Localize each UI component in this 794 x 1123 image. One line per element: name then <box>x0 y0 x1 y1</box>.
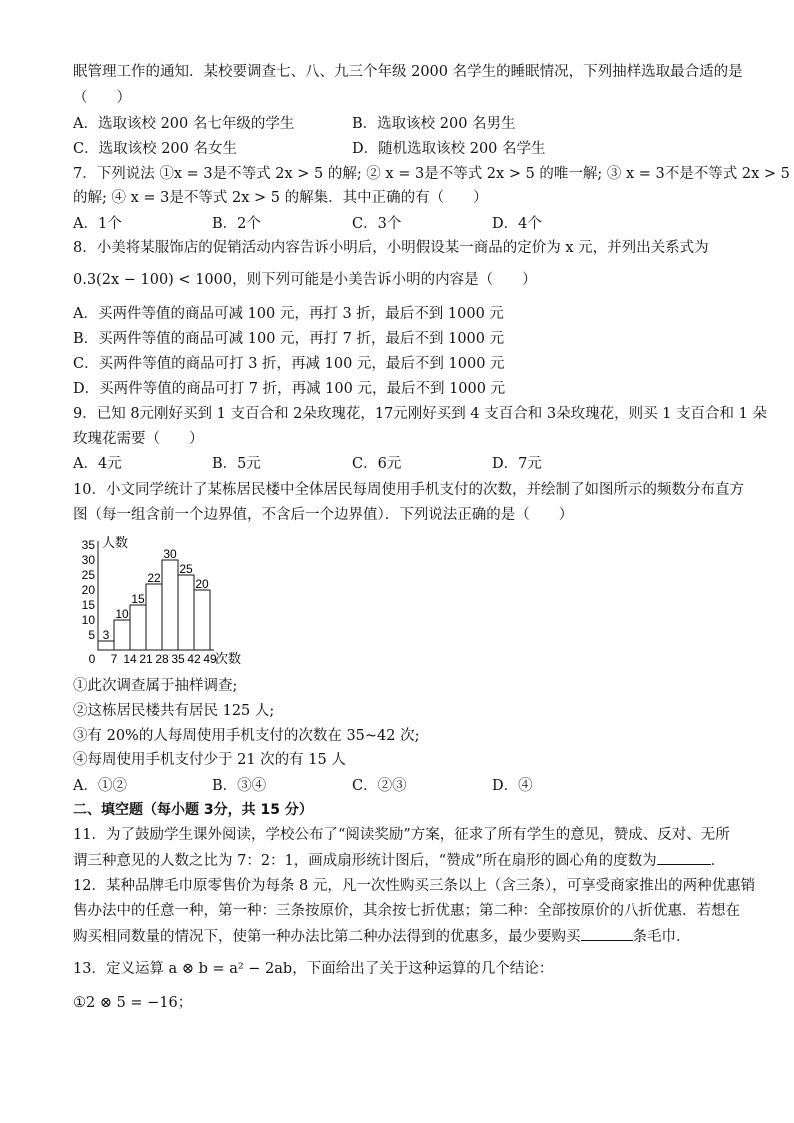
y-tick-label: 25 <box>81 568 95 582</box>
q10-statement-4: ④每周使用手机支付少于 21 次的有 15 人 <box>73 752 346 768</box>
q8-option-c: C．买两件等值的商品可打 3 折，再减 100 元，最后不到 1000 元 <box>73 356 505 372</box>
q12-line-3-end: 条毛巾． <box>632 929 691 945</box>
q7-option-d: D．4个 <box>492 216 542 232</box>
x-tick-label: 49 <box>203 652 217 666</box>
y-tick-label: 30 <box>81 553 95 567</box>
bar-value-label: 15 <box>131 592 145 606</box>
q11-line-2-text: 谓三种意见的人数之比为 7：2：1，画成扇形统计图后，“赞成”所在扇形的圆心角的度数为 <box>73 853 657 869</box>
q13-line-2: ①2 ⊗ 5 = −16； <box>73 995 193 1011</box>
q9-option-d: D．7元 <box>492 456 542 472</box>
q9-option-a: A．4元 <box>73 456 122 472</box>
q10-option-d: D．④ <box>492 778 533 794</box>
histogram-bar <box>130 605 146 650</box>
q9-line-1: 9．已知 8元刚好买到 1 支百合和 2朵玫瑰花，17元刚好买到 4 支百合和 3朵玫瑰花，则买 1 支百合和 1 朵 <box>73 406 767 422</box>
q11-line-2 <box>73 850 725 871</box>
q9-option-c: C．6元 <box>352 456 402 472</box>
histogram-bar <box>146 584 162 650</box>
y-tick-label: 5 <box>88 628 95 642</box>
q7-option-a: A．1个 <box>73 216 122 232</box>
y-tick-label: 35 <box>81 538 95 552</box>
q8-option-a: A．买两件等值的商品可减 100 元，再打 3 折，最后不到 1000 元 <box>73 306 504 322</box>
frequency-histogram <box>70 530 270 670</box>
histogram-bar <box>178 575 194 650</box>
q7-option-c: C．3个 <box>352 216 402 232</box>
bar-value-label: 30 <box>163 547 177 561</box>
q13-line-1: 13．定义运算 a ⊗ b = a² − 2ab，下面给出了关于这种运算的几个结论： <box>73 961 554 977</box>
q10-line-2: 图（每一组含前一个边界值，不含后一个边界值）．下列说法正确的是（ ） <box>73 507 574 523</box>
bar-value-label: 20 <box>195 577 209 591</box>
q7-line-2: 的解; ④ x = 3是不等式 2x > 5 的解集．其中正确的有（ ） <box>73 190 488 206</box>
q7-line-1: 7．下列说法 ①x = 3是不等式 2x > 5 的解; ② x = 3是不等式 2x > 5 的唯一解; ③ x = 3不是不等式 2x > 5 <box>73 166 790 182</box>
histogram-bar <box>162 560 178 650</box>
q10-line-1: 10．小文同学统计了某栋居民楼中全体居民每周使用手机支付的次数，并绘制了如图所示的频数分布直方 <box>73 482 744 498</box>
intro-line-1: 眠管理工作的通知．某校要调查七、八、九三个年级 2000 名学生的睡眠情况，下列抽样选取最合适的是 <box>73 64 743 80</box>
q6-option-b: B．选取该校 200 名男生 <box>352 116 516 132</box>
q12-line-3-text: 购买相同数量的情况下，使第一种办法比第二种办法得到的优惠多，最少要购买 <box>73 929 581 945</box>
q10-option-b: B．③④ <box>212 778 267 794</box>
q6-option-d: D．随机选取该校 200 名学生 <box>352 141 546 157</box>
q11-line-1: 11．为了鼓励学生课外阅读，学校公布了“阅读奖励”方案，征求了所有学生的意见，赞成、反对、无所 <box>73 827 730 843</box>
y-tick-label: 20 <box>81 583 95 597</box>
bar-value-label: 25 <box>179 562 193 576</box>
q10-option-a: A．①② <box>73 778 127 794</box>
histogram-bar <box>194 590 210 650</box>
x-tick-label: 35 <box>171 652 185 666</box>
x-tick-label: 28 <box>155 652 169 666</box>
x-tick-label: 7 <box>110 652 118 666</box>
x-axis-label: 次数 <box>215 651 242 666</box>
q12-line-2: 售办法中的任意一种，第一种：三条按原价，其余按七折优惠；第二种：全部按原价的八折优惠．若想在 <box>73 903 740 919</box>
q9-option-b: B．5元 <box>212 456 261 472</box>
q8-option-b: B．买两件等值的商品可减 100 元，再打 7 折，最后不到 1000 元 <box>73 331 505 347</box>
q8-option-d: D．买两件等值的商品可打 7 折，再减 100 元，最后不到 1000 元 <box>73 381 506 397</box>
q10-statement-3: ③有 20%的人每周使用手机支付的次数在 35~42 次; <box>73 728 420 744</box>
bar-value-label: 3 <box>102 628 110 642</box>
q10-option-c: C．②③ <box>352 778 407 794</box>
intro-line-2: （ ） <box>73 90 131 106</box>
q12-answer-blank[interactable] <box>581 926 633 941</box>
q8-line-2: 0.3(2x − 100) < 1000，则下列可能是小美告诉小明的内容是（ ） <box>73 272 537 288</box>
y-tick-label: 15 <box>81 598 95 612</box>
histogram-bar <box>98 641 114 650</box>
q7-option-b: B．2个 <box>212 216 261 232</box>
q12-line-1: 12．某种品牌毛巾原零售价为每条 8 元，凡一次性购买三条以上（含三条），可享受商家推出的两种优惠销 <box>73 878 756 894</box>
q9-line-2: 玫瑰花需要（ ） <box>73 431 204 447</box>
x-tick-label: 14 <box>123 652 137 666</box>
q11-line-2-end: ． <box>710 853 726 869</box>
q6-option-a: A．选取该校 200 名七年级的学生 <box>73 116 295 132</box>
y-tick-label: 10 <box>81 613 95 627</box>
section-heading: 二、填空题（每小题 3分，共 15 分） <box>73 802 313 818</box>
q8-line-1: 8．小美将某服饰店的促销活动内容告诉小明后，小明假设某一商品的定价为 x 元，并列出关系式为 <box>73 240 709 256</box>
bar-value-label: 22 <box>147 571 161 585</box>
q11-answer-blank[interactable] <box>657 850 711 865</box>
histogram-bar <box>114 620 130 650</box>
y-axis-label: 人数 <box>102 535 129 550</box>
x-tick-label: 21 <box>139 652 153 666</box>
x-tick-label: 0 <box>88 652 96 666</box>
bar-value-label: 10 <box>115 607 129 621</box>
x-tick-label: 42 <box>187 652 201 666</box>
q6-option-c: C．选取该校 200 名女生 <box>73 141 237 157</box>
q12-line-3 <box>73 926 691 947</box>
q10-statement-1: ①此次调查属于抽样调查; <box>73 678 238 694</box>
q10-statement-2: ②这栋居民楼共有居民 125 人; <box>73 703 275 719</box>
